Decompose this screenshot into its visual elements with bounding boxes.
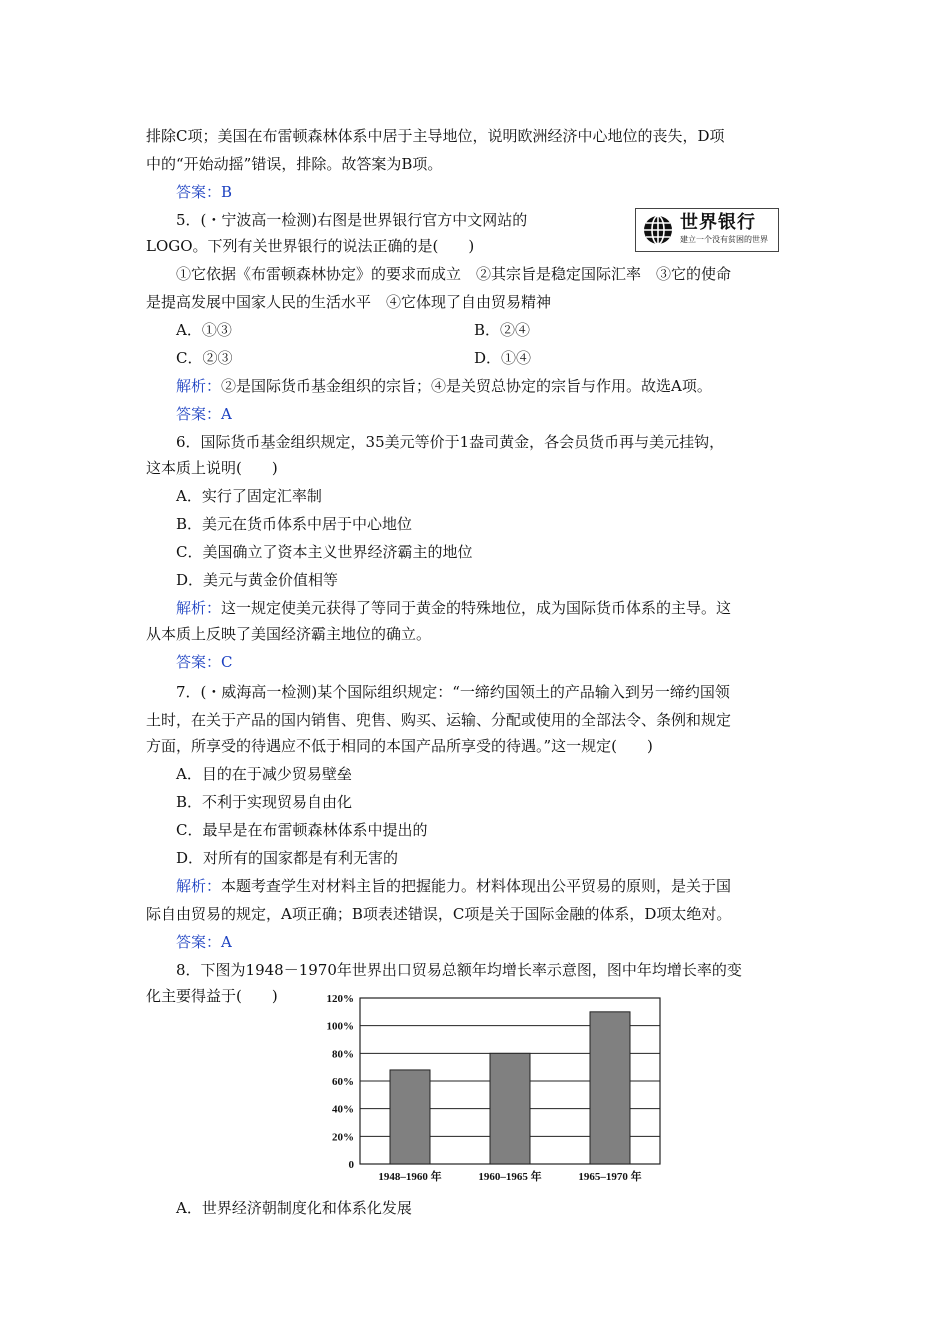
explanation-text: 这一规定使美元获得了等同于黄金的特殊地位，成为国际货币体系的主导。这 xyxy=(221,599,732,617)
question-6-stem: 6．国际货币基金组织规定，35美元等价于1盎司黄金，各会员货币再与美元挂钩， xyxy=(176,433,725,451)
explanation-label: 解析： xyxy=(176,377,222,395)
explanation-text: 从本质上反映了美国经济霸主地位的确立。 xyxy=(146,625,432,643)
question-5-stem: LOGO。下列有关世界银行的说法正确的是( ) xyxy=(146,237,475,255)
option-a: A．①③ xyxy=(176,321,232,339)
bar xyxy=(390,1070,430,1164)
option-c: C．最早是在布雷顿森林体系中提出的 xyxy=(176,821,428,839)
answer-label: 答案：C xyxy=(176,653,233,671)
explanation-label: 解析： xyxy=(176,599,222,617)
answer-label: 答案：A xyxy=(176,405,232,423)
option-d: D．对所有的国家都是有利无害的 xyxy=(176,849,399,867)
globe-icon xyxy=(642,213,674,247)
question-8-stem: 8．下图为1948－1970年世界出口贸易总额年均增长率示意图，图中年均增长率的变 xyxy=(176,961,742,979)
option-b: B．不利于实现贸易自由化 xyxy=(176,793,353,811)
option-d: D．①④ xyxy=(474,349,532,367)
bar xyxy=(590,1012,630,1164)
text-line: 中的“开始动摇”错误，排除。故答案为B项。 xyxy=(146,155,443,173)
explanation-text: 际自由贸易的规定，A项正确；B项表述错误，C项是关于国际金融的体系，D项太绝对。 xyxy=(146,905,732,923)
y-tick-label: 80% xyxy=(332,1048,354,1061)
x-tick-label: 1965–1970 年 xyxy=(578,1171,642,1183)
option-a: A．目的在于减少贸易壁垒 xyxy=(176,765,352,783)
question-6-stem: 这本质上说明( ) xyxy=(146,459,278,477)
option-d: D．美元与黄金价值相等 xyxy=(176,571,339,589)
explanation-line xyxy=(176,876,731,896)
logo-title: 世界银行 xyxy=(680,212,756,233)
question-7-stem: 方面，所享受的待遇应不低于相同的本国产品所享受的待遇。”这一规定( ) xyxy=(146,737,653,755)
answer-label: 答案：B xyxy=(176,183,233,201)
option-b: B．美元在货币体系中居于中心地位 xyxy=(176,515,413,533)
question-8-stem: 化主要得益于( ) xyxy=(146,987,278,1005)
x-tick-label: 1948–1960 年 xyxy=(378,1171,442,1183)
logo-subtitle: 建立一个没有贫困的世界 xyxy=(680,235,768,244)
world-bank-logo xyxy=(635,208,779,252)
option-b: B．②④ xyxy=(474,321,531,339)
y-tick-label: 60% xyxy=(332,1076,354,1088)
explanation-line xyxy=(176,598,731,618)
answer-label: 答案：A xyxy=(176,933,232,951)
y-tick-label: 0 xyxy=(348,1159,354,1171)
bar-chart xyxy=(310,988,670,1188)
option-a: A．世界经济朝制度化和体系化发展 xyxy=(176,1199,412,1217)
explanation-text: 本题考查学生对材料主旨的把握能力。材料体现出公平贸易的原则，是关于国 xyxy=(221,877,732,895)
option-c: C．②③ xyxy=(176,349,233,367)
y-tick-label: 40% xyxy=(332,1103,354,1116)
text-line: ①它依据《布雷顿森林协定》的要求而成立 ②其宗旨是稳定国际汇率 ③它的使命 xyxy=(176,265,732,283)
explanation-text: ②是国际货币基金组织的宗旨；④是关贸总协定的宗旨与作用。故选A项。 xyxy=(221,377,712,395)
x-tick-label: 1960–1965 年 xyxy=(478,1171,542,1183)
explanation-label: 解析： xyxy=(176,877,222,895)
explanation-line xyxy=(176,376,712,396)
question-7-stem: 土时，在关于产品的国内销售、兜售、购买、运输、分配或使用的全部法令、条例和规定 xyxy=(146,711,732,729)
option-a: A．实行了固定汇率制 xyxy=(176,487,322,505)
question-5-stem: 5．(・宁波高一检测)右图是世界银行官方中文网站的 xyxy=(176,211,528,229)
question-7-stem: 7．(・威海高一检测)某个国际组织规定：“一缔约国领土的产品输入到另一缔约国领 xyxy=(176,683,730,701)
option-c: C．美国确立了资本主义世界经济霸主的地位 xyxy=(176,543,473,561)
text-line: 是提高发展中国家人民的生活水平 ④它体现了自由贸易精神 xyxy=(146,293,552,311)
bar xyxy=(490,1053,530,1164)
y-tick-label: 100% xyxy=(326,1020,354,1033)
y-tick-label: 120% xyxy=(326,993,354,1005)
y-tick-label: 20% xyxy=(332,1131,354,1144)
text-line: 排除C项；美国在布雷顿森林体系中居于主导地位，说明欧洲经济中心地位的丧失，D项 xyxy=(146,127,725,145)
